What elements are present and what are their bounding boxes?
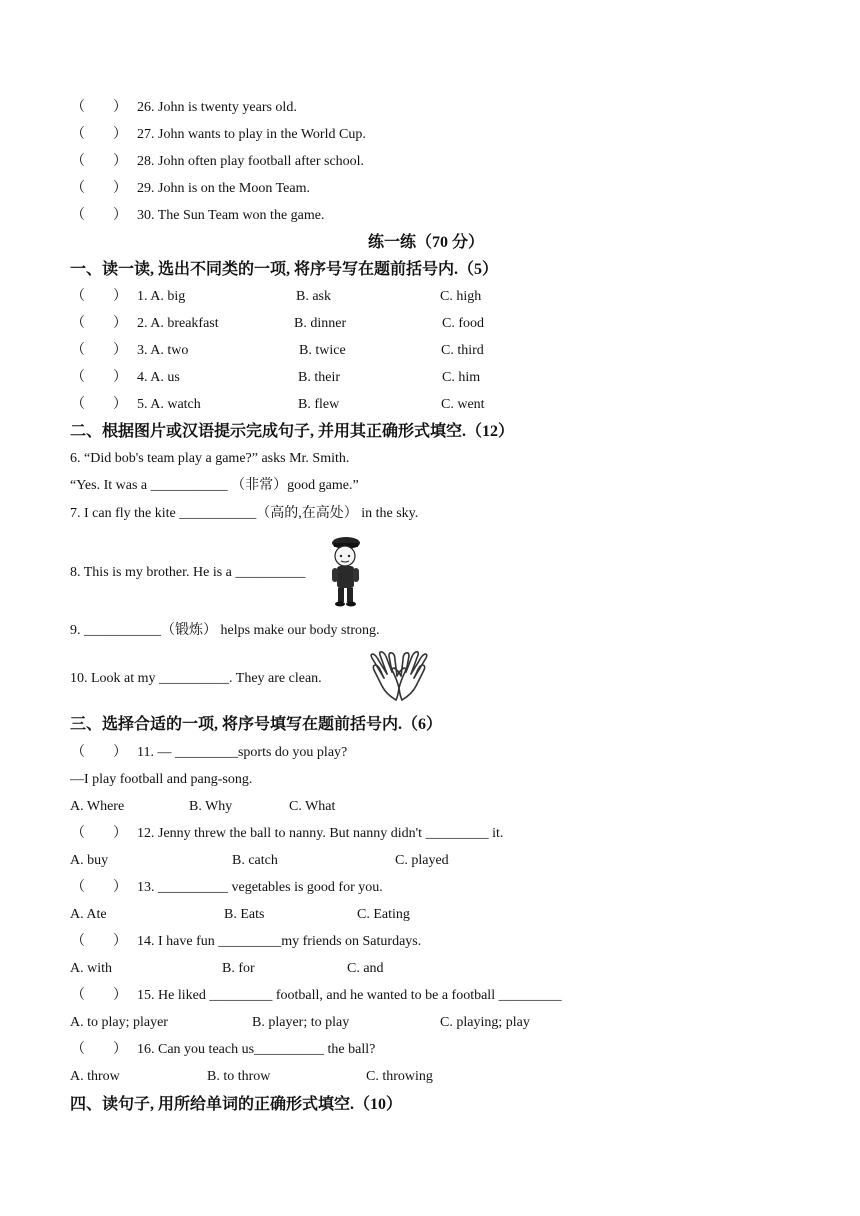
q12-opt-c: C. played [395,853,449,868]
q12: （ ） 12. Jenny threw the ball to nanny. But nanny didn't _________ it. [71,826,504,841]
answer-bracket[interactable]: （ ） [71,127,127,142]
q14: （ ） 14. I have fun _________my friends on Saturdays. [71,934,422,949]
section4-heading: 四、读句子, 用所给单词的正确形式填空.（10） [70,1096,403,1113]
answer-bracket[interactable]: （ ） [71,343,127,358]
answer-bracket[interactable]: （ ） [71,880,127,895]
q11-answer: —I play football and pang-song. [70,772,253,787]
section1-heading: 一、读一读, 选出不同类的一项, 将序号写在题前括号内.（5） [70,261,499,278]
q11-opt-c: C. What [289,799,336,814]
section2-heading: 二、根据图片或汉语提示完成句子, 并用其正确形式填空.（12） [70,423,515,440]
s1-item-4-b: B. their [298,370,340,385]
q15-opt-b: B. player; to play [252,1015,350,1030]
s1-item-4: （ ） 4. A. us [71,370,180,385]
q15: （ ） 15. He liked _________ football, and he wanted to be a football _________ [71,988,562,1003]
tf-item-26: （ ） 26. John is twenty years old. [71,100,297,115]
q16: （ ） 16. Can you teach us__________ the ball? [71,1042,376,1057]
q16-opt-b: B. to throw [207,1069,271,1084]
q15-opt-c: C. playing; play [440,1015,530,1030]
answer-bracket[interactable]: （ ） [71,100,127,115]
q12-opt-b: B. catch [232,853,278,868]
boy-picture [324,534,364,608]
answer-bracket[interactable]: （ ） [71,154,127,169]
tf-item-29: （ ） 29. John is on the Moon Team. [71,181,310,196]
answer-bracket[interactable]: （ ） [71,745,127,760]
answer-bracket[interactable]: （ ） [71,988,127,1003]
practice-title: 练一练（70 分） [367,234,484,251]
answer-bracket[interactable]: （ ） [71,316,127,331]
q15-opt-a: A. to play; player [70,1015,168,1030]
q14-opt-b: B. for [222,961,255,976]
q14-opt-a: A. with [70,961,112,976]
q11-opt-a: A. Where [70,799,125,814]
q11-opt-b: B. Why [189,799,233,814]
answer-bracket[interactable]: （ ） [71,181,127,196]
answer-bracket[interactable]: （ ） [71,208,127,223]
q16-opt-c: C. throwing [366,1069,433,1084]
s1-item-1-b: B. ask [296,289,331,304]
q6-line2: “Yes. It was a ___________ （非常）good game.” [70,478,359,493]
q13-opt-a: A. Ate [70,907,107,922]
q13-opt-c: C. Eating [357,907,410,922]
q7: 7. I can fly the kite ___________（高的,在高处） in the sky. [70,506,419,521]
tf-item-30: （ ） 30. The Sun Team won the game. [71,208,325,223]
q8: 8. This is my brother. He is a __________ [70,565,306,580]
s1-item-5-c: C. went [441,397,485,412]
q16-opt-a: A. throw [70,1069,120,1084]
s1-item-2: （ ） 2. A. breakfast [71,316,219,331]
answer-bracket[interactable]: （ ） [71,397,127,412]
q9: 9. ___________（锻炼） helps make our body strong. [70,623,380,638]
answer-bracket[interactable]: （ ） [71,1042,127,1057]
q13: （ ） 13. __________ vegetables is good for you. [71,880,383,895]
s1-item-3-c: C. third [441,343,484,358]
q6-line1: 6. “Did bob's team play a game?” asks Mr. Smith. [70,451,350,466]
s1-item-5-b: B. flew [298,397,340,412]
answer-bracket[interactable]: （ ） [71,826,127,841]
q14-opt-c: C. and [347,961,384,976]
s1-item-2-b: B. dinner [294,316,347,331]
q11: （ ） 11. — _________sports do you play? [71,745,348,760]
hands-picture [352,650,446,704]
tf-item-27: （ ） 27. John wants to play in the World Cup. [71,127,366,142]
s1-item-3-b: B. twice [299,343,346,358]
section3-heading: 三、选择合适的一项, 将序号填写在题前括号内.（6） [70,716,443,733]
tf-item-28: （ ） 28. John often play football after school. [71,154,365,169]
s1-item-1: （ ） 1. A. big [71,289,186,304]
s1-item-2-c: C. food [442,316,484,331]
s1-item-5: （ ） 5. A. watch [71,397,201,412]
q10: 10. Look at my __________. They are clean. [70,671,322,686]
s1-item-4-c: C. him [442,370,481,385]
answer-bracket[interactable]: （ ） [71,370,127,385]
s1-item-3: （ ） 3. A. two [71,343,189,358]
q12-opt-a: A. buy [70,853,109,868]
s1-item-1-c: C. high [440,289,482,304]
answer-bracket[interactable]: （ ） [71,289,127,304]
q13-opt-b: B. Eats [224,907,265,922]
answer-bracket[interactable]: （ ） [71,934,127,949]
